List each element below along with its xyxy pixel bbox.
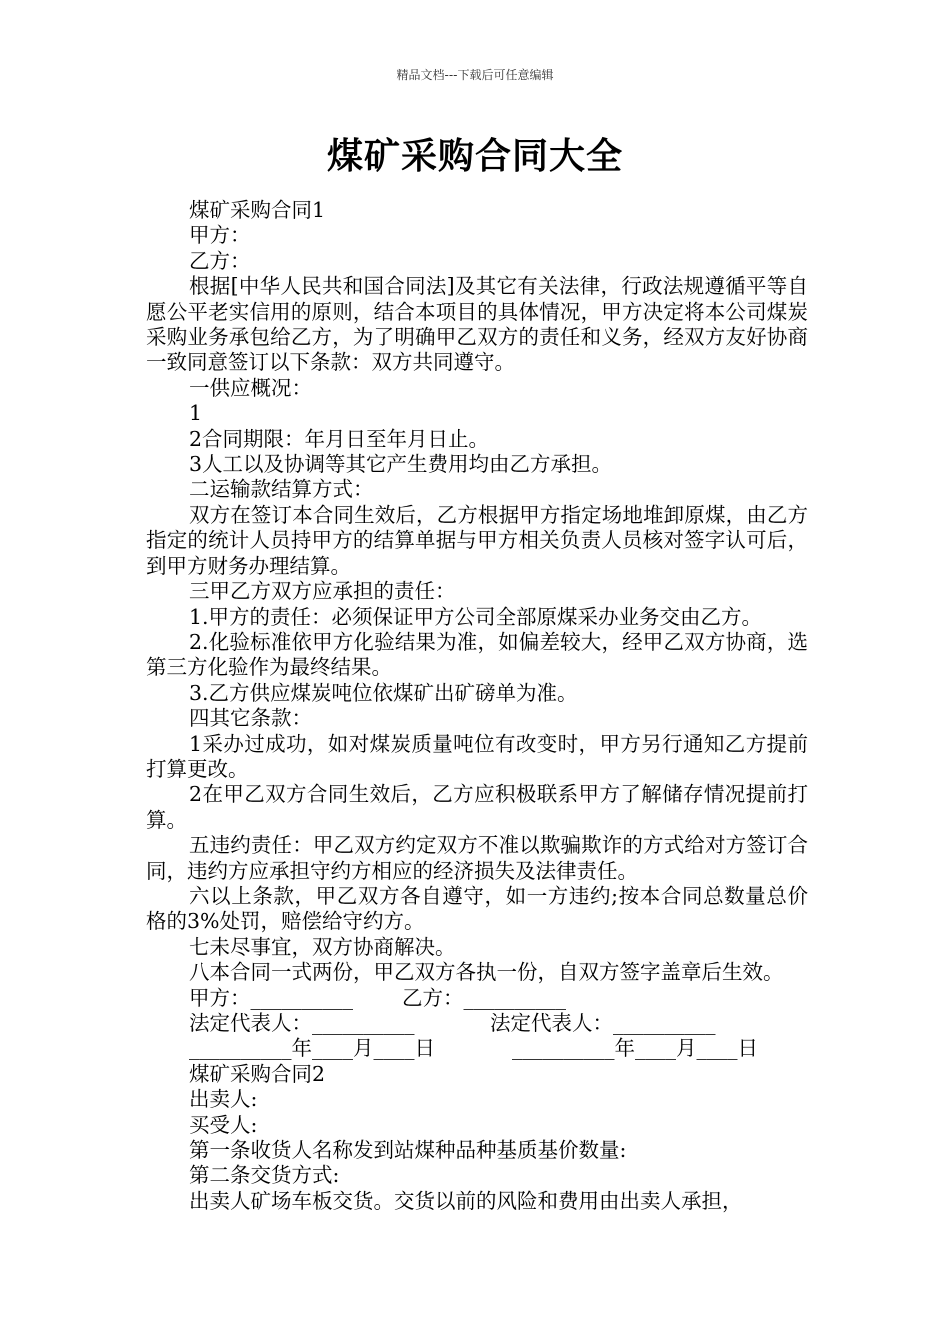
signature-party-b: 乙方：__________ xyxy=(402,985,566,1010)
section2-title: 二运输款结算方式： xyxy=(189,477,374,502)
header-note: 精品文档---下载后可任意编辑 xyxy=(396,68,554,82)
section7-text: 七未尽事宜，双方协商解决。 xyxy=(189,934,456,959)
section4-title: 四其它条款： xyxy=(189,706,312,731)
contract1-party-b: 乙方： xyxy=(189,248,251,273)
signature-rep-a: 法定代表人：__________ xyxy=(189,1010,415,1035)
signature-date-a: __________年____月____日 xyxy=(189,1036,435,1061)
section3-item1: 1.甲方的责任：必须保证甲方公司全部原煤采办业务交由乙方。 xyxy=(189,604,763,629)
section1-item2: 2合同期限：年月日至年月日止。 xyxy=(189,426,490,451)
section4-item2: 2在甲乙双方合同生效后，乙方应积极联系甲方了解储存情况提前打算。 xyxy=(146,782,808,832)
section1-item1: 1 xyxy=(189,401,203,426)
signature-row-parties xyxy=(146,986,808,1011)
section8-text: 八本合同一式两份，甲乙双方各执一份，自双方签字盖章后生效。 xyxy=(189,960,784,985)
contract2-article2-text: 出卖人矿场车板交货。交货以前的风险和费用由出卖人承担， xyxy=(189,1188,743,1213)
section3-title: 三甲乙方双方应承担的责任： xyxy=(189,579,456,604)
section3-item3: 3.乙方供应煤炭吨位依煤矿出矿磅单为准。 xyxy=(189,680,578,705)
contract2-buyer: 买受人: xyxy=(189,1112,258,1137)
contract2-seller: 出卖人: xyxy=(189,1087,258,1112)
section1-item3: 3人工以及协调等其它产生费用均由乙方承担。 xyxy=(189,452,613,477)
contract2-article1: 第一条收货人名称发到站煤种品种基质基价数量: xyxy=(189,1137,627,1162)
signature-row-dates xyxy=(146,1036,808,1061)
document-body xyxy=(146,198,808,1214)
section3-item2: 2.化验标准依甲方化验结果为准，如偏差较大，经甲乙双方协商，选第三方化验作为最终结果。 xyxy=(146,629,808,680)
contract1-heading: 煤矿采购合同1 xyxy=(189,198,326,222)
section6-text: 六以上条款，甲乙双方各自遵守，如一方违约;按本合同总数量总价格的3%处罚，赔偿给守约方。 xyxy=(146,883,808,934)
section5-text: 五违约责任：甲乙双方约定双方不准以欺骗欺诈的方式给对方签订合同，违约方应承担守约方相应的经济损失及法律责任。 xyxy=(146,833,808,883)
signature-party-a: 甲方：__________ xyxy=(189,985,353,1010)
contract1-preamble: 根据[中华人民共和国合同法]及其它有关法律，行政法规遵循平等自愿公平老实信用的原则，结合本项目的具体情况，甲方决定将本公司煤炭采购业务承包给乙方，为了明确甲乙双方的责任和义务，经双方友好协商一致同意签订以下条款：双方共同遵守。 xyxy=(146,274,808,375)
section1-title: 一供应概况： xyxy=(189,375,312,400)
signature-rep-b: 法定代表人：__________ xyxy=(490,1010,716,1035)
section2-text: 双方在签订本合同生效后，乙方根据甲方指定场地堆卸原煤，由乙方指定的统计人员持甲方的结算单据与甲方相关负责人员核对签字认可后，到甲方财务办理结算。 xyxy=(146,502,808,578)
signature-row-representatives xyxy=(146,1011,808,1036)
contract2-article2: 第二条交货方式: xyxy=(189,1163,340,1188)
signature-date-b: __________年____月____日 xyxy=(512,1036,758,1061)
document-title: 煤矿采购合同大全 xyxy=(326,136,623,177)
section4-item1: 1采办过成功，如对煤炭质量吨位有改变时，甲方另行通知乙方提前打算更改。 xyxy=(146,731,808,781)
contract1-party-a: 甲方： xyxy=(189,223,251,248)
contract2-heading: 煤矿采购合同2 xyxy=(189,1061,326,1086)
